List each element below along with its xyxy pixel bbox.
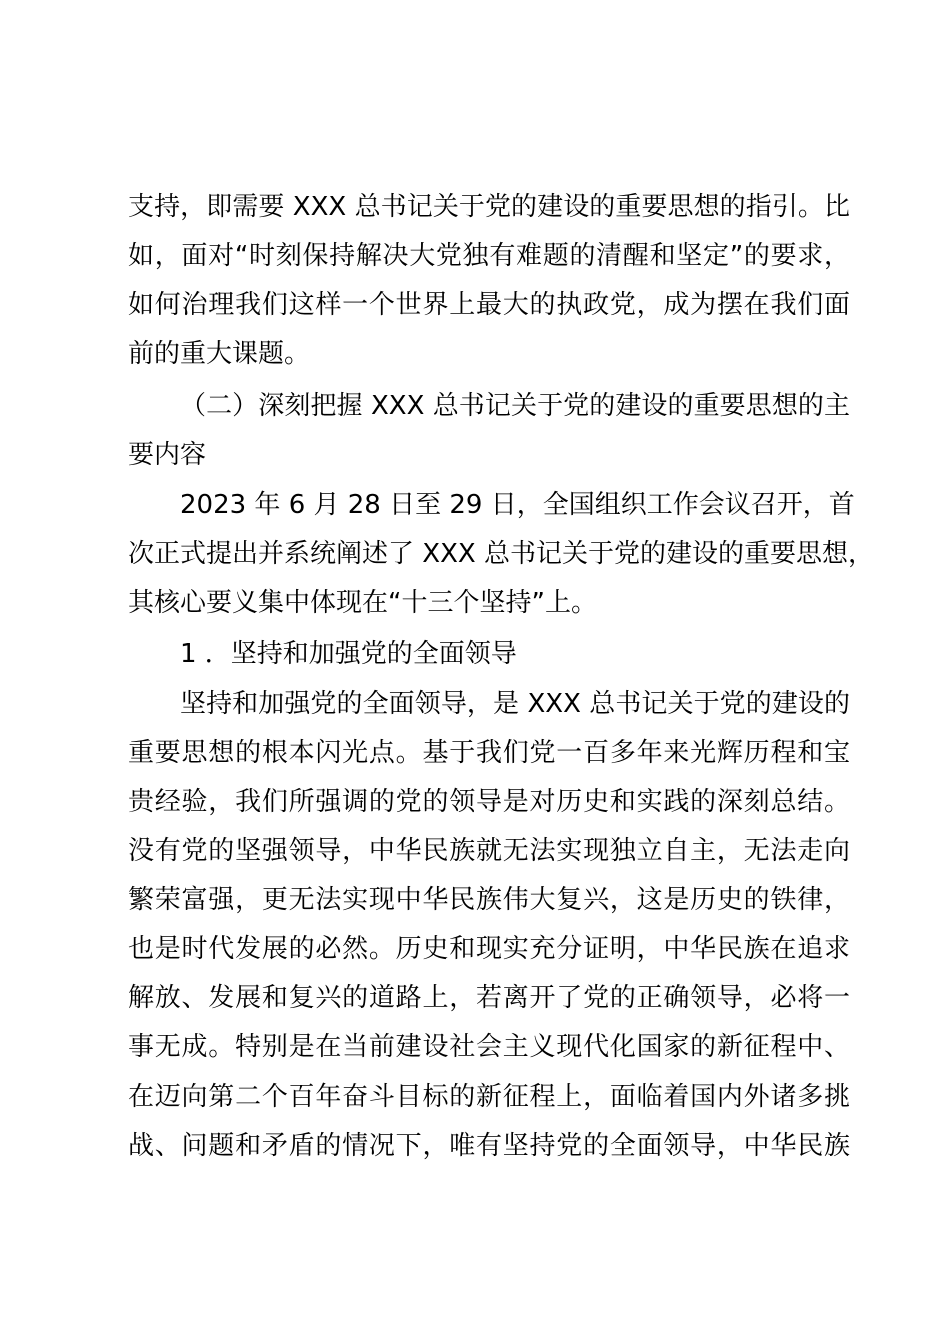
text-line: 如，面对“时刻保持解决大党独有难题的清醒和坚定”的要求， [128, 241, 850, 271]
text-line: 其核心要义集中体现在“十三个坚持”上。 [128, 588, 597, 618]
section-heading: （二）深刻把握 XXX 总书记关于党的建设的重要思想的主 [180, 391, 850, 421]
text-line: 重要思想的根本闪光点。基于我们党一百多年来光辉历程和宝 [128, 738, 850, 768]
paragraph-first-line: 坚持和加强党的全面领导，是 XXX 总书记关于党的建设的 [180, 689, 850, 719]
text-line: 没有党的坚强领导，中华民族就无法实现独立自主，无法走向 [128, 836, 850, 866]
text-line: 在迈向第二个百年奋斗目标的新征程上，面临着国内外诸多挑 [128, 1082, 850, 1112]
text-line: 如何治理我们这样一个世界上最大的执政党，成为摆在我们面 [128, 290, 850, 320]
text-line: 繁荣富强，更无法实现中华民族伟大复兴，这是历史的铁律， [128, 885, 850, 915]
paragraph-first-line: 2023 年 6 月 28 日至 29 日，全国组织工作会议召开，首 [180, 490, 855, 520]
text-line: 贵经验，我们所强调的党的领导是对历史和实践的深刻总结。 [128, 787, 850, 817]
text-line: 战、问题和矛盾的情况下，唯有坚持党的全面领导，中华民族 [128, 1131, 850, 1161]
text-line: 前的重大课题。 [128, 339, 311, 369]
text-line: 解放、发展和复兴的道路上，若离开了党的正确领导，必将一 [128, 983, 850, 1013]
subsection-heading: 1 ．坚持和加强党的全面领导 [180, 639, 517, 669]
section-heading-continued: 要内容 [128, 440, 207, 470]
text-line: 次正式提出并系统阐述了 XXX 总书记关于党的建设的重要思想， [128, 539, 874, 569]
text-line: 也是时代发展的必然。历史和现实充分证明，中华民族在追求 [128, 934, 850, 964]
text-line: 事无成。特别是在当前建设社会主义现代化国家的新征程中、 [128, 1032, 850, 1062]
text-line: 支持，即需要 XXX 总书记关于党的建设的重要思想的指引。比 [128, 192, 850, 222]
